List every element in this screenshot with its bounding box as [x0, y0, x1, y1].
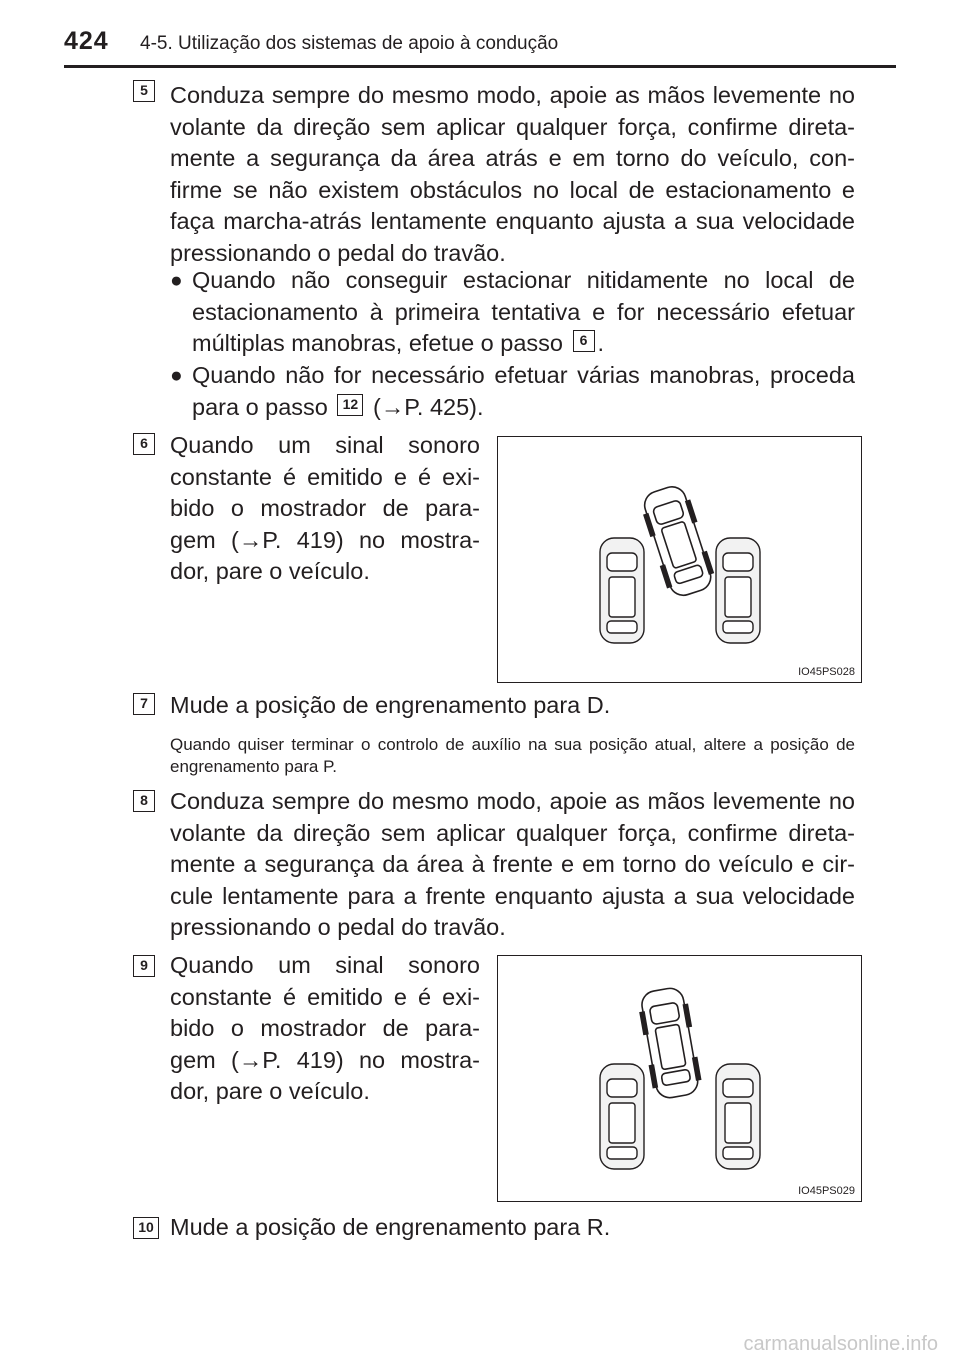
- parked-car-left-icon: [600, 538, 644, 643]
- parking-illustration-2: [497, 955, 862, 1202]
- page-number: 424: [64, 27, 109, 55]
- page-header: [0, 0, 960, 70]
- bullet-dot-icon: ●: [170, 269, 183, 292]
- step-7-number: 7: [133, 693, 155, 715]
- parked-car-right-icon: [716, 538, 760, 643]
- step-8-number: 8: [133, 790, 155, 812]
- step-10-text: Mude a posição de engrenamento para R.: [170, 1214, 611, 1240]
- maneuvering-car-icon: [638, 482, 717, 600]
- step-5-bullet-1: [170, 265, 855, 360]
- parked-car-right-icon: [716, 1064, 760, 1169]
- step-5-bullet-2: [170, 360, 855, 423]
- parking-cars-drawing: [498, 437, 860, 681]
- step-10-number: 10: [133, 1217, 159, 1239]
- header-rule: [64, 65, 896, 68]
- step-ref-12: 12: [337, 394, 363, 416]
- watermark: carmanualsonline.info: [743, 1333, 938, 1355]
- bullet-2-tail: (→P. 425).: [372, 393, 484, 420]
- parked-car-left-icon: [600, 1064, 644, 1169]
- bullet-1-tail: .: [597, 330, 605, 357]
- figure-code: IO45PS029: [798, 1185, 855, 1197]
- figure-code: IO45PS028: [798, 666, 855, 678]
- step-7-note: Quando quiser terminar o controlo de auxílio na sua posição atual, altere a posição de engrenamento para P.: [170, 735, 855, 776]
- bullet-dot-icon: ●: [170, 364, 183, 387]
- bullet-1-text: Quando não conseguir estacionar nitidamente no local de estacionamento à primeira tentativa e for necessário efetuar múltiplas manobras, efetue o passo: [192, 267, 855, 357]
- parking-cars-drawing: [498, 956, 860, 1200]
- step-7-text: Mude a posição de engrenamento para D.: [170, 692, 611, 718]
- bullet-2-text: Quando não for necessário efetuar várias manobras, proceda para o passo: [192, 362, 855, 420]
- maneuvering-car-icon: [637, 986, 703, 1101]
- parking-illustration-1: [497, 436, 862, 683]
- step-5-number: 5: [133, 80, 155, 102]
- step-6-text: Quando um sinal sonoro constante é emitido e é exi-bido o mostrador de para-gem (→P. 419) no mostra-dor, pare o veículo.: [170, 432, 480, 585]
- step-ref-6: 6: [573, 330, 595, 352]
- step-5-text: Conduza sempre do mesmo modo, apoie as mãos levemente no volante da direção sem aplicar qualquer força, confirme direta-mente a segurança da área atrás e em torno do veículo, con-firme se não existem obstáculos no local de estacionamento e faça marcha-atrás lentamente enquanto ajusta a sua velocidade pressionando o pedal do travão.: [170, 82, 855, 266]
- chapter-title: 4-5. Utilização dos sistemas de apoio à condução: [140, 33, 559, 54]
- step-9-number: 9: [133, 955, 155, 977]
- step-8-text: Conduza sempre do mesmo modo, apoie as mãos levemente no volante da direção sem aplicar qualquer força, confirme direta-mente a segurança da área à frente e em torno do veículo e cir-cule lentamente para a frente enquanto ajusta a sua velocidade pressionando o pedal do travão.: [170, 788, 855, 941]
- step-6-number: 6: [133, 433, 155, 455]
- step-9-text: Quando um sinal sonoro constante é emitido e é exi-bido o mostrador de para-gem (→P. 419) no mostra-dor, pare o veículo.: [170, 952, 480, 1105]
